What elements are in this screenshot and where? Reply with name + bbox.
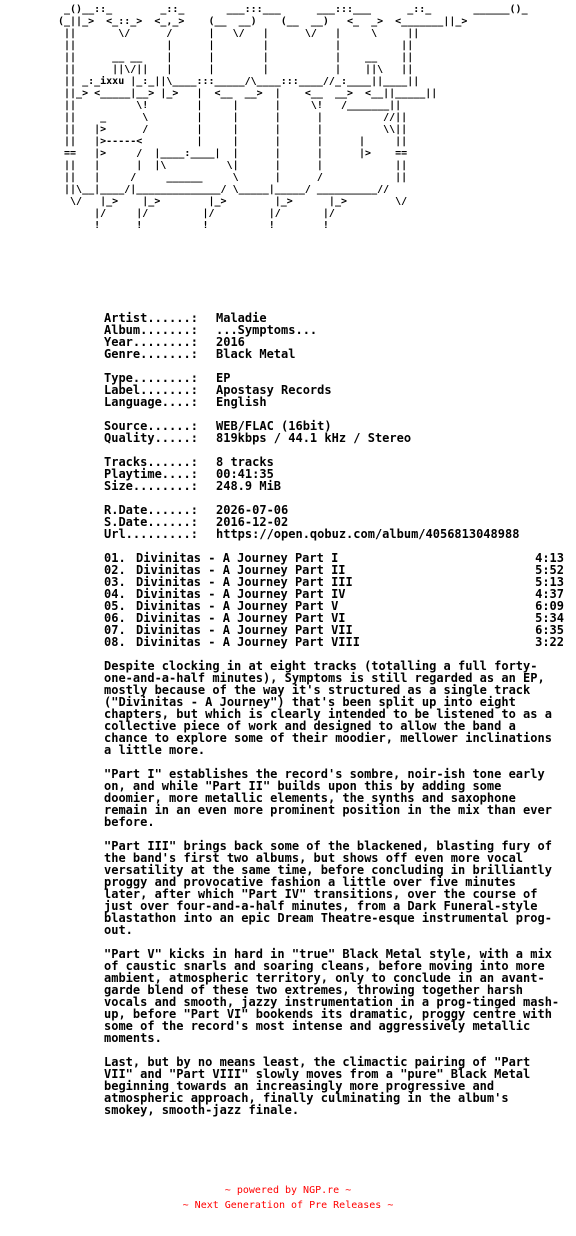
track-duration: 6:35 bbox=[535, 623, 564, 637]
footer-powered-by: ~ powered by NGP.re ~ bbox=[224, 1185, 352, 1196]
info-label: Url.........: bbox=[104, 527, 198, 541]
info-value: 2026-07-06 bbox=[216, 503, 289, 517]
info-language bbox=[104, 396, 564, 408]
track-title: Divinitas - A Journey Part I bbox=[136, 551, 339, 565]
track-title: Divinitas - A Journey Part III bbox=[136, 575, 353, 589]
track-duration: 4:13 bbox=[535, 551, 564, 565]
review-paragraph: Last, but by no means least, the climactic pairing of "Part VII" and "Part VIII" slowly moves from a "pure" Black Metal beginning towards an increasingly more progressive and atmospheric approach, finally culminating in the album's smokey, smooth-jazz finale. bbox=[104, 1055, 531, 1117]
track-duration: 5:13 bbox=[535, 575, 564, 589]
review-paragraph: "Part I" establishes the record's sombre, noir-ish tone early on, and while "Part II" builds upon this by adding some doomier, more metallic elements, the synths and saxophone remain in an even more prominent position in the mix than ever before. bbox=[104, 767, 552, 829]
info-value: 248.9 MiB bbox=[216, 479, 282, 493]
info-label: Tracks......: bbox=[104, 455, 198, 469]
track-number: 03. bbox=[104, 575, 126, 589]
track-number: 06. bbox=[104, 611, 126, 625]
tracklist bbox=[104, 552, 564, 648]
info-genre bbox=[104, 348, 564, 360]
track-title: Divinitas - A Journey Part VIII bbox=[136, 635, 360, 649]
track-number: 08. bbox=[104, 635, 126, 649]
ascii-art-banner: _()__::_ _::_ ___:::___ ___:::___ _::_ ______()_ (_||_> <_::_> <_,_> (__ __) (__ __) <_ _> <_______||_> || \/ / | \/ | \/ | \ || || | | | | || || __ __ | | | | __ || || ||\/|| | | | | ||\ || || _:_ixxu |_:_||\____:::_____/\____:::____//_:____||____|| ||_> <_____|__> |_> | <__ __> | <__ __> <__||_____|| || \! | | | \! /_______|| || _ \ | | | | //|| || |> / | | | | \\|| || |>-----< | | | | | || == |> / |____:____| | | | |> == || | | |\ \| | | || || | / ______ \ | / || ||\__|____/|______________/ \_____|_____/ __________// \/ |_> |_> |_> |_> |_> \/ |/ |/ |/ |/ |/ ! ! ! ! ! bbox=[58, 4, 528, 231]
review-paragraph: "Part III" brings back some of the blackened, blasting fury of the band's first two albums, but shows off even more vocal versatility at the same time, before concluding in brilliantly proggy and provocative fashion a little over five minutes later, after which "Part IV" transitions, over the course of just over four-and-a-half minutes, from a Dark Funeral-style blastathon into an epic Dream Theatre-esque instrumental prog-out. bbox=[104, 839, 552, 937]
track-number: 04. bbox=[104, 587, 126, 601]
track-duration: 4:37 bbox=[535, 587, 564, 601]
info-value: Maladie bbox=[216, 311, 267, 325]
info-label: Artist......: bbox=[104, 311, 198, 325]
info-value: Black Metal bbox=[216, 347, 296, 361]
info-label: Year........: bbox=[104, 335, 198, 349]
info-label: Label.......: bbox=[104, 383, 198, 397]
track-number: 05. bbox=[104, 599, 126, 613]
info-label: Quality.....: bbox=[104, 431, 198, 445]
info-label: S.Date......: bbox=[104, 515, 198, 529]
info-label: Source......: bbox=[104, 419, 198, 433]
info-label: Genre.......: bbox=[104, 347, 198, 361]
track-duration: 6:09 bbox=[535, 599, 564, 613]
track-title: Divinitas - A Journey Part V bbox=[136, 599, 339, 613]
track-number: 02. bbox=[104, 563, 126, 577]
track-title: Divinitas - A Journey Part II bbox=[136, 563, 346, 577]
info-label: Type........: bbox=[104, 371, 198, 385]
track-title: Divinitas - A Journey Part VII bbox=[136, 623, 353, 637]
track-number: 01. bbox=[104, 551, 126, 565]
review-text bbox=[104, 660, 564, 1116]
info-label: Language....: bbox=[104, 395, 198, 409]
review-paragraph: Despite clocking in at eight tracks (totalling a full forty-one-and-a-half minutes), Symptoms is still regarded as an EP, mostly because of the way it's structured as a single track ("Divinitas - A Journey") that's been split up into eight chapters, but which is clearly intended to be listened to as a collective piece of work and designed to allow the band a chance to explore some of their moodier, mellower inclinations a little more. bbox=[104, 659, 552, 757]
info-value: 2016 bbox=[216, 335, 245, 349]
track-duration: 5:52 bbox=[535, 563, 564, 577]
info-quality bbox=[104, 432, 564, 444]
track-title: Divinitas - A Journey Part IV bbox=[136, 587, 346, 601]
album-url-link[interactable]: https://open.qobuz.com/album/4056813048988 bbox=[216, 527, 520, 541]
info-value: 2016-12-02 bbox=[216, 515, 289, 529]
footer-tagline: ~ Next Generation of Pre Releases ~ bbox=[182, 1200, 394, 1211]
info-value: WEB/FLAC (16bit) bbox=[216, 419, 332, 433]
info-value: English bbox=[216, 395, 267, 409]
info-value: ...Symptoms... bbox=[216, 323, 318, 337]
info-value: 00:41:35 bbox=[216, 467, 274, 481]
track-number: 07. bbox=[104, 623, 126, 637]
release-info bbox=[104, 312, 564, 1128]
track-duration: 5:34 bbox=[535, 611, 564, 625]
info-url bbox=[104, 528, 564, 540]
info-label: R.Date......: bbox=[104, 503, 198, 517]
review-paragraph: "Part V" kicks in hard in "true" Black Metal style, with a mix of caustic snarls and soaring cleans, before moving into more ambient, atmospheric territory, only to conclude in an avant-garde blend of these two extremes, throwing together harsh vocals and smooth, jazzy instrumentation in a prog-tinged mash-up, before "Part VI" bookends its dramatic, proggy centre with some of the record's most intense and aggressively metallic moments. bbox=[104, 947, 560, 1045]
info-size bbox=[104, 480, 564, 492]
track-row bbox=[104, 636, 564, 648]
track-title: Divinitas - A Journey Part VI bbox=[136, 611, 346, 625]
info-value: EP bbox=[216, 371, 231, 385]
info-label: Size........: bbox=[104, 479, 198, 493]
track-duration: 3:22 bbox=[535, 635, 564, 649]
info-value: 819kbps / 44.1 kHz / Stereo bbox=[216, 431, 412, 445]
info-label: Album.......: bbox=[104, 323, 198, 337]
info-label: Playtime....: bbox=[104, 467, 198, 481]
info-value: 8 tracks bbox=[216, 455, 274, 469]
info-value: Apostasy Records bbox=[216, 383, 332, 397]
